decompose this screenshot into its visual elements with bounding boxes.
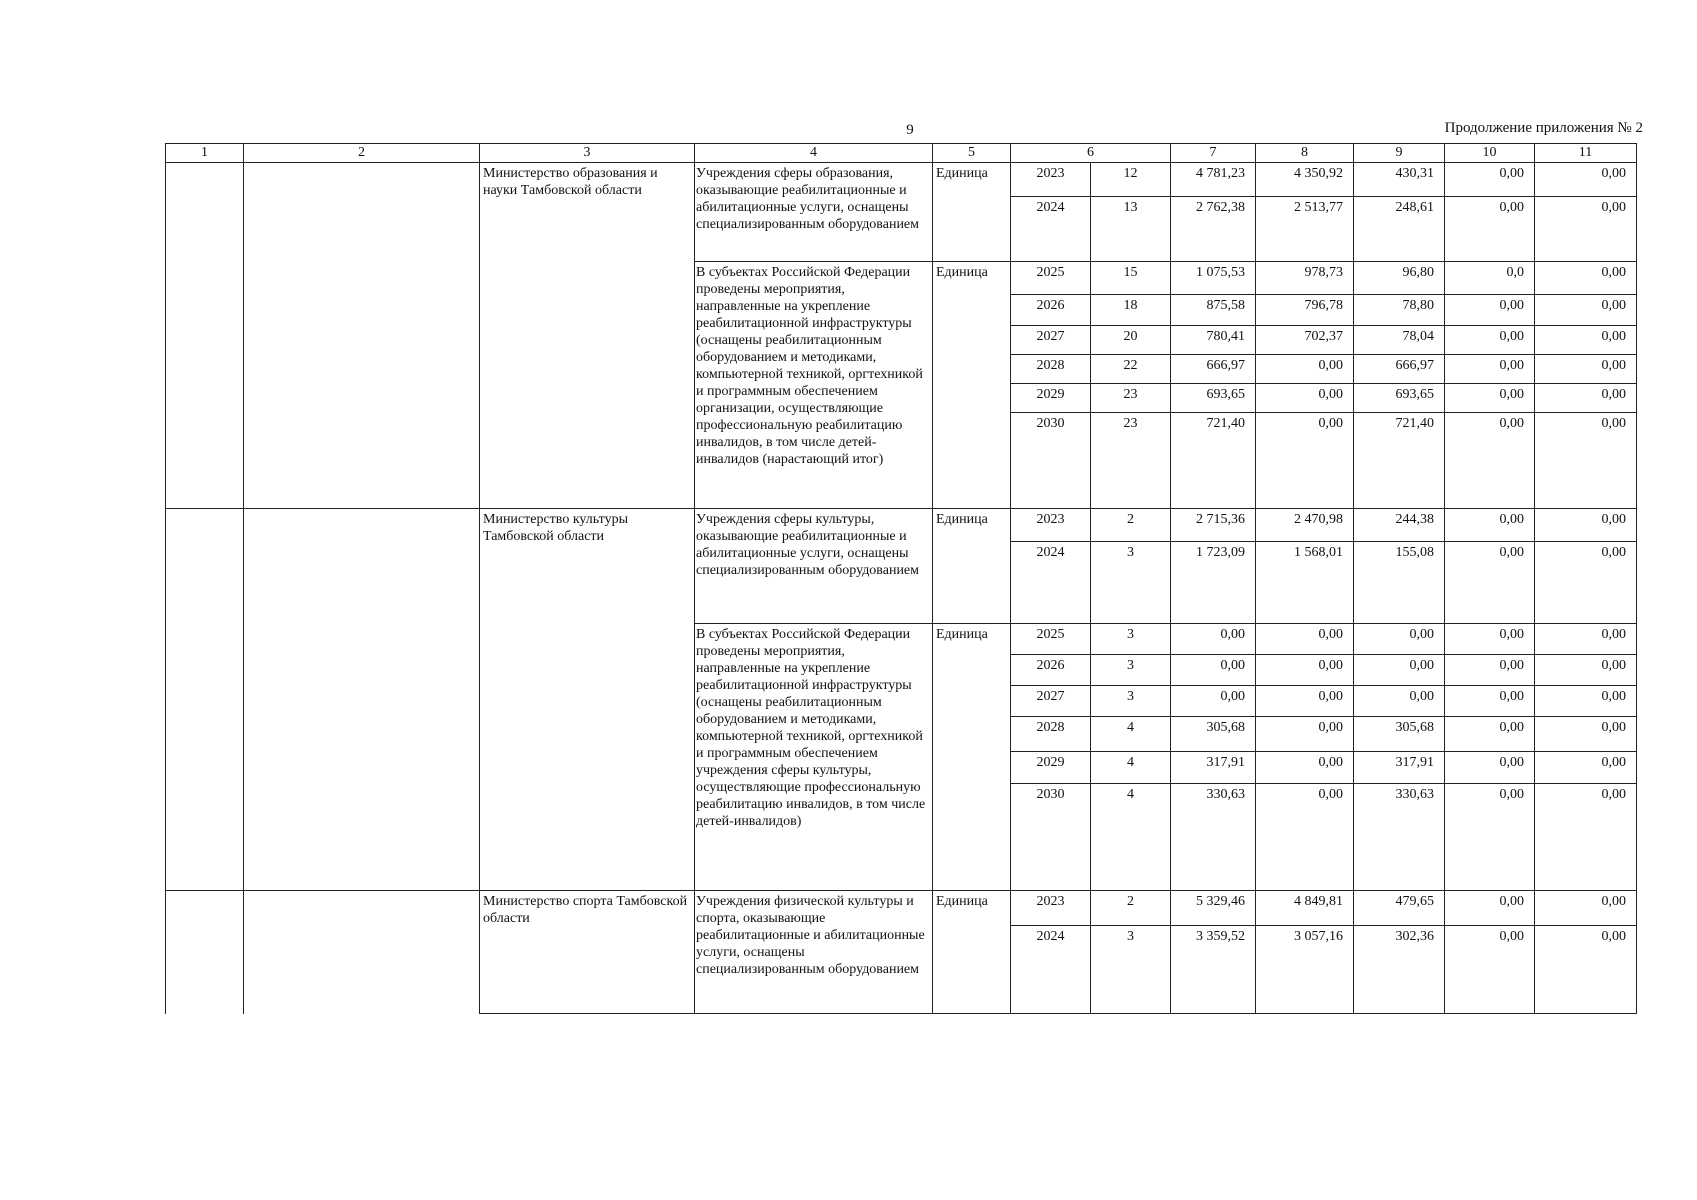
year-cell: 2028 [1011, 717, 1091, 752]
amount-col11-cell: 0,00 [1535, 384, 1637, 413]
indicator-value-cell: 13 [1091, 197, 1171, 262]
amount-col11-cell: 0,00 [1535, 197, 1637, 262]
year-cell: 2023 [1011, 163, 1091, 197]
amount-col7-cell: 2 715,36 [1171, 509, 1256, 542]
amount-col8-cell: 1 568,01 [1256, 542, 1354, 624]
amount-col11-cell: 0,00 [1535, 717, 1637, 752]
amount-col7-cell: 3 359,52 [1171, 926, 1256, 1014]
amount-col9-cell: 248,61 [1354, 197, 1445, 262]
header-cell: 10 [1445, 144, 1535, 163]
amount-col10-cell: 0,00 [1445, 384, 1535, 413]
year-cell: 2027 [1011, 686, 1091, 717]
year-cell: 2028 [1011, 355, 1091, 384]
year-cell: 2024 [1011, 197, 1091, 262]
indicator-description: Учреждения сферы образования, оказывающие реабилитационные и абилитационные услуги, оснащены специализированным оборудованием [695, 163, 933, 262]
amount-col10-cell: 0,00 [1445, 509, 1535, 542]
amount-col11-cell: 0,00 [1535, 413, 1637, 509]
unit-cell: Единица [933, 262, 1011, 509]
amount-col8-cell: 3 057,16 [1256, 926, 1354, 1014]
indicator-value-cell: 4 [1091, 784, 1171, 891]
amount-col9-cell: 693,65 [1354, 384, 1445, 413]
amount-col8-cell: 0,00 [1256, 624, 1354, 655]
amount-col7-cell: 0,00 [1171, 624, 1256, 655]
amount-col11-cell: 0,00 [1535, 295, 1637, 326]
amount-col10-cell: 0,00 [1445, 891, 1535, 926]
indicator-value-cell: 23 [1091, 384, 1171, 413]
amount-col7-cell: 1 723,09 [1171, 542, 1256, 624]
col2-cell [244, 509, 480, 891]
amount-col8-cell: 0,00 [1256, 752, 1354, 784]
amount-col8-cell: 702,37 [1256, 326, 1354, 355]
amount-col11-cell: 0,00 [1535, 163, 1637, 197]
amount-col11-cell: 0,00 [1535, 686, 1637, 717]
table-row [166, 891, 1637, 926]
amount-col9-cell: 430,31 [1354, 163, 1445, 197]
amount-col9-cell: 317,91 [1354, 752, 1445, 784]
amount-col7-cell: 5 329,46 [1171, 891, 1256, 926]
amount-col9-cell: 305,68 [1354, 717, 1445, 752]
header-cell: 8 [1256, 144, 1354, 163]
amount-col11-cell: 0,00 [1535, 784, 1637, 891]
indicator-description: Учреждения физической культуры и спорта, оказывающие реабилитационные и абилитационные услуги, оснащены специализированным оборудованием [695, 891, 933, 1014]
amount-col8-cell: 0,00 [1256, 717, 1354, 752]
amount-col10-cell: 0,00 [1445, 163, 1535, 197]
amount-col9-cell: 666,97 [1354, 355, 1445, 384]
amount-col9-cell: 0,00 [1354, 655, 1445, 686]
amount-col8-cell: 0,00 [1256, 413, 1354, 509]
header-cell: 11 [1535, 144, 1637, 163]
indicator-value-cell: 4 [1091, 717, 1171, 752]
col1-cell [166, 509, 244, 891]
unit-cell: Единица [933, 509, 1011, 624]
amount-col8-cell: 0,00 [1256, 655, 1354, 686]
amount-col11-cell: 0,00 [1535, 262, 1637, 295]
indicator-value-cell: 3 [1091, 624, 1171, 655]
amount-col8-cell: 978,73 [1256, 262, 1354, 295]
amount-col10-cell: 0,00 [1445, 926, 1535, 1014]
amount-col9-cell: 0,00 [1354, 686, 1445, 717]
indicator-value-cell: 3 [1091, 655, 1171, 686]
amount-col9-cell: 721,40 [1354, 413, 1445, 509]
amount-col7-cell: 0,00 [1171, 686, 1256, 717]
header-cell: 3 [480, 144, 695, 163]
year-cell: 2025 [1011, 262, 1091, 295]
amount-col10-cell: 0,00 [1445, 326, 1535, 355]
year-cell: 2029 [1011, 752, 1091, 784]
amount-col7-cell: 666,97 [1171, 355, 1256, 384]
unit-cell: Единица [933, 891, 1011, 1014]
amount-col7-cell: 305,68 [1171, 717, 1256, 752]
amount-col9-cell: 0,00 [1354, 624, 1445, 655]
appendix-table [165, 143, 1637, 1014]
indicator-value-cell: 2 [1091, 891, 1171, 926]
year-cell: 2030 [1011, 784, 1091, 891]
indicator-value-cell: 3 [1091, 542, 1171, 624]
indicator-description: В субъектах Российской Федерации проведены мероприятия, направленные на укрепление реабилитационной инфраструктуры (оснащены реабилитационным оборудованием и методиками, компьютерной техникой, оргтехникой и программным обеспечением организации, осуществляющие профессиональную реабилитацию инвалидов, в том числе детей-инвалидов (нарастающий итог) [695, 262, 933, 509]
indicator-value-cell: 12 [1091, 163, 1171, 197]
amount-col7-cell: 330,63 [1171, 784, 1256, 891]
amount-col10-cell: 0,00 [1445, 655, 1535, 686]
amount-col7-cell: 780,41 [1171, 326, 1256, 355]
col1-cell [166, 163, 244, 509]
year-cell: 2024 [1011, 926, 1091, 1014]
amount-col9-cell: 330,63 [1354, 784, 1445, 891]
year-cell: 2024 [1011, 542, 1091, 624]
page-number: 9 [906, 122, 914, 138]
year-cell: 2025 [1011, 624, 1091, 655]
table-row [166, 163, 1637, 197]
amount-col9-cell: 479,65 [1354, 891, 1445, 926]
amount-col10-cell: 0,00 [1445, 686, 1535, 717]
ministry-name: Министерство культуры Тамбовской области [480, 509, 695, 891]
amount-col8-cell: 0,00 [1256, 355, 1354, 384]
year-cell: 2027 [1011, 326, 1091, 355]
ministry-name: Министерство спорта Тамбовской области [480, 891, 695, 1014]
unit-cell: Единица [933, 163, 1011, 262]
indicator-description: В субъектах Российской Федерации проведены мероприятия, направленные на укрепление реабилитационной инфраструктуры (оснащены реабилитационным оборудованием и методиками, компьютерной техникой, оргтехникой и программным обеспечением учреждения сферы культуры, осуществляющие профессиональную реабилитацию инвалидов, в том числе детей-инвалидов) [695, 624, 933, 891]
header-cell: 9 [1354, 144, 1445, 163]
amount-col10-cell: 0,00 [1445, 413, 1535, 509]
unit-cell: Единица [933, 624, 1011, 891]
year-cell: 2030 [1011, 413, 1091, 509]
indicator-description: Учреждения сферы культуры, оказывающие реабилитационные и абилитационные услуги, оснащены специализированным оборудованием [695, 509, 933, 624]
header-cell: 2 [244, 144, 480, 163]
amount-col7-cell: 721,40 [1171, 413, 1256, 509]
indicator-value-cell: 3 [1091, 926, 1171, 1014]
amount-col11-cell: 0,00 [1535, 542, 1637, 624]
ministry-name: Министерство образования и науки Тамбовской области [480, 163, 695, 509]
amount-col7-cell: 317,91 [1171, 752, 1256, 784]
header-cell: 1 [166, 144, 244, 163]
col1-cell [166, 891, 244, 1014]
amount-col11-cell: 0,00 [1535, 509, 1637, 542]
amount-col9-cell: 96,80 [1354, 262, 1445, 295]
header-row [166, 144, 1637, 163]
col2-cell [244, 891, 480, 1014]
amount-col7-cell: 0,00 [1171, 655, 1256, 686]
amount-col9-cell: 78,80 [1354, 295, 1445, 326]
year-cell: 2023 [1011, 509, 1091, 542]
amount-col8-cell: 796,78 [1256, 295, 1354, 326]
amount-col8-cell: 0,00 [1256, 384, 1354, 413]
amount-col10-cell: 0,0 [1445, 262, 1535, 295]
amount-col7-cell: 2 762,38 [1171, 197, 1256, 262]
amount-col11-cell: 0,00 [1535, 655, 1637, 686]
amount-col10-cell: 0,00 [1445, 542, 1535, 624]
indicator-value-cell: 2 [1091, 509, 1171, 542]
amount-col9-cell: 155,08 [1354, 542, 1445, 624]
amount-col9-cell: 78,04 [1354, 326, 1445, 355]
amount-col9-cell: 302,36 [1354, 926, 1445, 1014]
amount-col11-cell: 0,00 [1535, 355, 1637, 384]
year-cell: 2026 [1011, 655, 1091, 686]
indicator-value-cell: 4 [1091, 752, 1171, 784]
amount-col10-cell: 0,00 [1445, 624, 1535, 655]
indicator-value-cell: 23 [1091, 413, 1171, 509]
indicator-value-cell: 22 [1091, 355, 1171, 384]
amount-col9-cell: 244,38 [1354, 509, 1445, 542]
amount-col11-cell: 0,00 [1535, 326, 1637, 355]
amount-col11-cell: 0,00 [1535, 624, 1637, 655]
amount-col10-cell: 0,00 [1445, 717, 1535, 752]
header-cell: 5 [933, 144, 1011, 163]
amount-col7-cell: 875,58 [1171, 295, 1256, 326]
amount-col8-cell: 0,00 [1256, 784, 1354, 891]
continuation-label: Продолжение приложения № 2 [1444, 120, 1643, 136]
header-cell: 6 [1011, 144, 1171, 163]
amount-col10-cell: 0,00 [1445, 295, 1535, 326]
amount-col10-cell: 0,00 [1445, 355, 1535, 384]
year-cell: 2026 [1011, 295, 1091, 326]
indicator-value-cell: 20 [1091, 326, 1171, 355]
amount-col10-cell: 0,00 [1445, 197, 1535, 262]
table-row [166, 509, 1637, 542]
amount-col8-cell: 4 350,92 [1256, 163, 1354, 197]
amount-col7-cell: 1 075,53 [1171, 262, 1256, 295]
year-cell: 2029 [1011, 384, 1091, 413]
amount-col7-cell: 4 781,23 [1171, 163, 1256, 197]
col2-cell [244, 163, 480, 509]
amount-col8-cell: 0,00 [1256, 686, 1354, 717]
amount-col11-cell: 0,00 [1535, 926, 1637, 1014]
amount-col11-cell: 0,00 [1535, 891, 1637, 926]
indicator-value-cell: 15 [1091, 262, 1171, 295]
amount-col10-cell: 0,00 [1445, 784, 1535, 891]
indicator-value-cell: 3 [1091, 686, 1171, 717]
amount-col10-cell: 0,00 [1445, 752, 1535, 784]
amount-col8-cell: 2 470,98 [1256, 509, 1354, 542]
header-cell: 7 [1171, 144, 1256, 163]
amount-col8-cell: 4 849,81 [1256, 891, 1354, 926]
year-cell: 2023 [1011, 891, 1091, 926]
amount-col11-cell: 0,00 [1535, 752, 1637, 784]
amount-col7-cell: 693,65 [1171, 384, 1256, 413]
indicator-value-cell: 18 [1091, 295, 1171, 326]
amount-col8-cell: 2 513,77 [1256, 197, 1354, 262]
header-cell: 4 [695, 144, 933, 163]
